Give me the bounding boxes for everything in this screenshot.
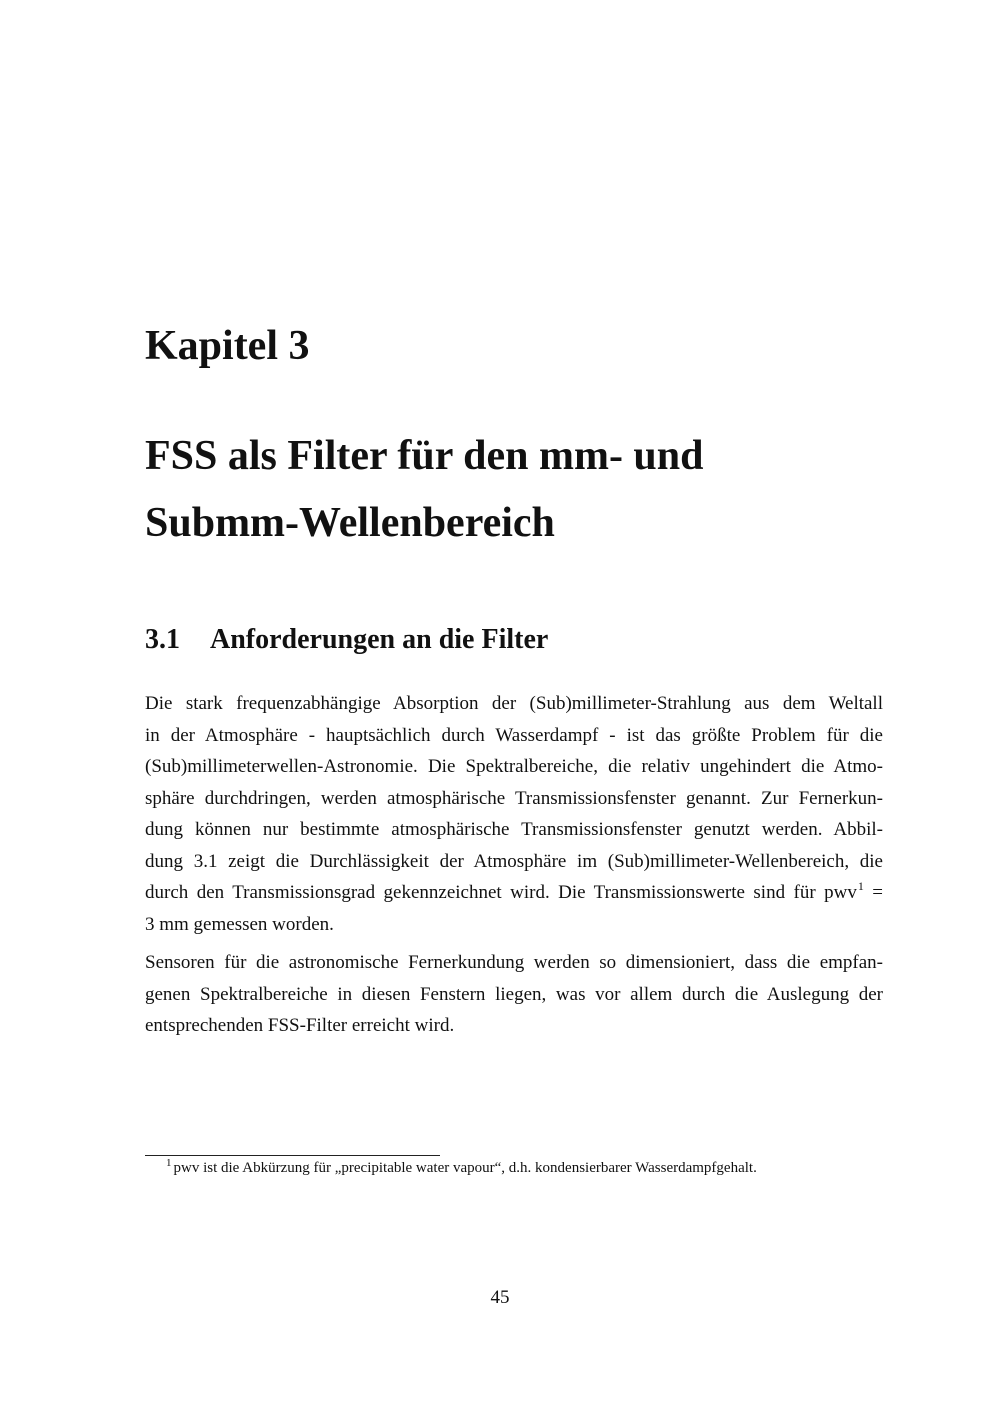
text-line: 3 mm gemessen worden. <box>145 913 334 935</box>
text-line: dung 3.1 zeigt die Durchlässigkeit der Atmosphäre im (Sub)millimeter-Wellenbereich, die <box>145 850 883 872</box>
footnote-reference[interactable]: 1 <box>857 879 864 893</box>
footnote <box>166 1157 757 1179</box>
section-title: Anforderungen an die Filter <box>210 624 549 655</box>
paragraph <box>145 688 883 940</box>
text-line: (Sub)millimeterwellen-Astronomie. Die Spektralbereiche, die relativ ungehindert die Atmo- <box>145 756 883 777</box>
footnote-mark: 1 <box>166 1157 172 1169</box>
footnote-text: pwv ist die Abkürzung für „precipitable water vapour“, d.h. kondensierbarer Wasserdampfgehalt. <box>173 1160 757 1176</box>
text-segment: durch den Transmissionsgrad gekennzeichnet wird. Die Transmissionswerte sind für pwv <box>145 882 857 903</box>
chapter-title-line: FSS als Filter für den mm- und <box>145 433 704 479</box>
text-line: in der Atmosphäre - hauptsächlich durch Wasserdampf - ist das größte Problem für die <box>145 724 883 746</box>
text-line <box>145 877 883 909</box>
body-text <box>145 688 883 1042</box>
section-number: 3.1 <box>145 624 180 655</box>
footnote-divider <box>145 1155 440 1156</box>
chapter-title-line: Submm-Wellenbereich <box>145 500 555 546</box>
text-segment: = <box>863 882 883 903</box>
text-line: dung können nur bestimmte atmosphärische Transmissionsfenster genutzt werden. Abbil- <box>145 819 883 840</box>
chapter-label: Kapitel 3 <box>145 323 310 369</box>
text-line: entsprechenden FSS-Filter erreicht wird. <box>145 1015 455 1036</box>
section-heading <box>145 622 548 658</box>
page-number: 45 <box>490 1287 510 1308</box>
text-line: Sensoren für die astronomische Fernerkundung werden so dimensioniert, dass die empfan- <box>145 952 883 973</box>
paragraph <box>145 947 883 1042</box>
text-line: sphäre durchdringen, werden atmosphärische Transmissionsfenster genannt. Zur Fernerkun- <box>145 787 883 809</box>
text-line: Die stark frequenzabhängige Absorption der (Sub)millimeter-Strahlung aus dem Weltall <box>145 693 883 714</box>
text-line: genen Spektralbereiche in diesen Fenstern liegen, was vor allem durch die Auslegung der <box>145 983 883 1005</box>
chapter-title <box>145 423 885 557</box>
